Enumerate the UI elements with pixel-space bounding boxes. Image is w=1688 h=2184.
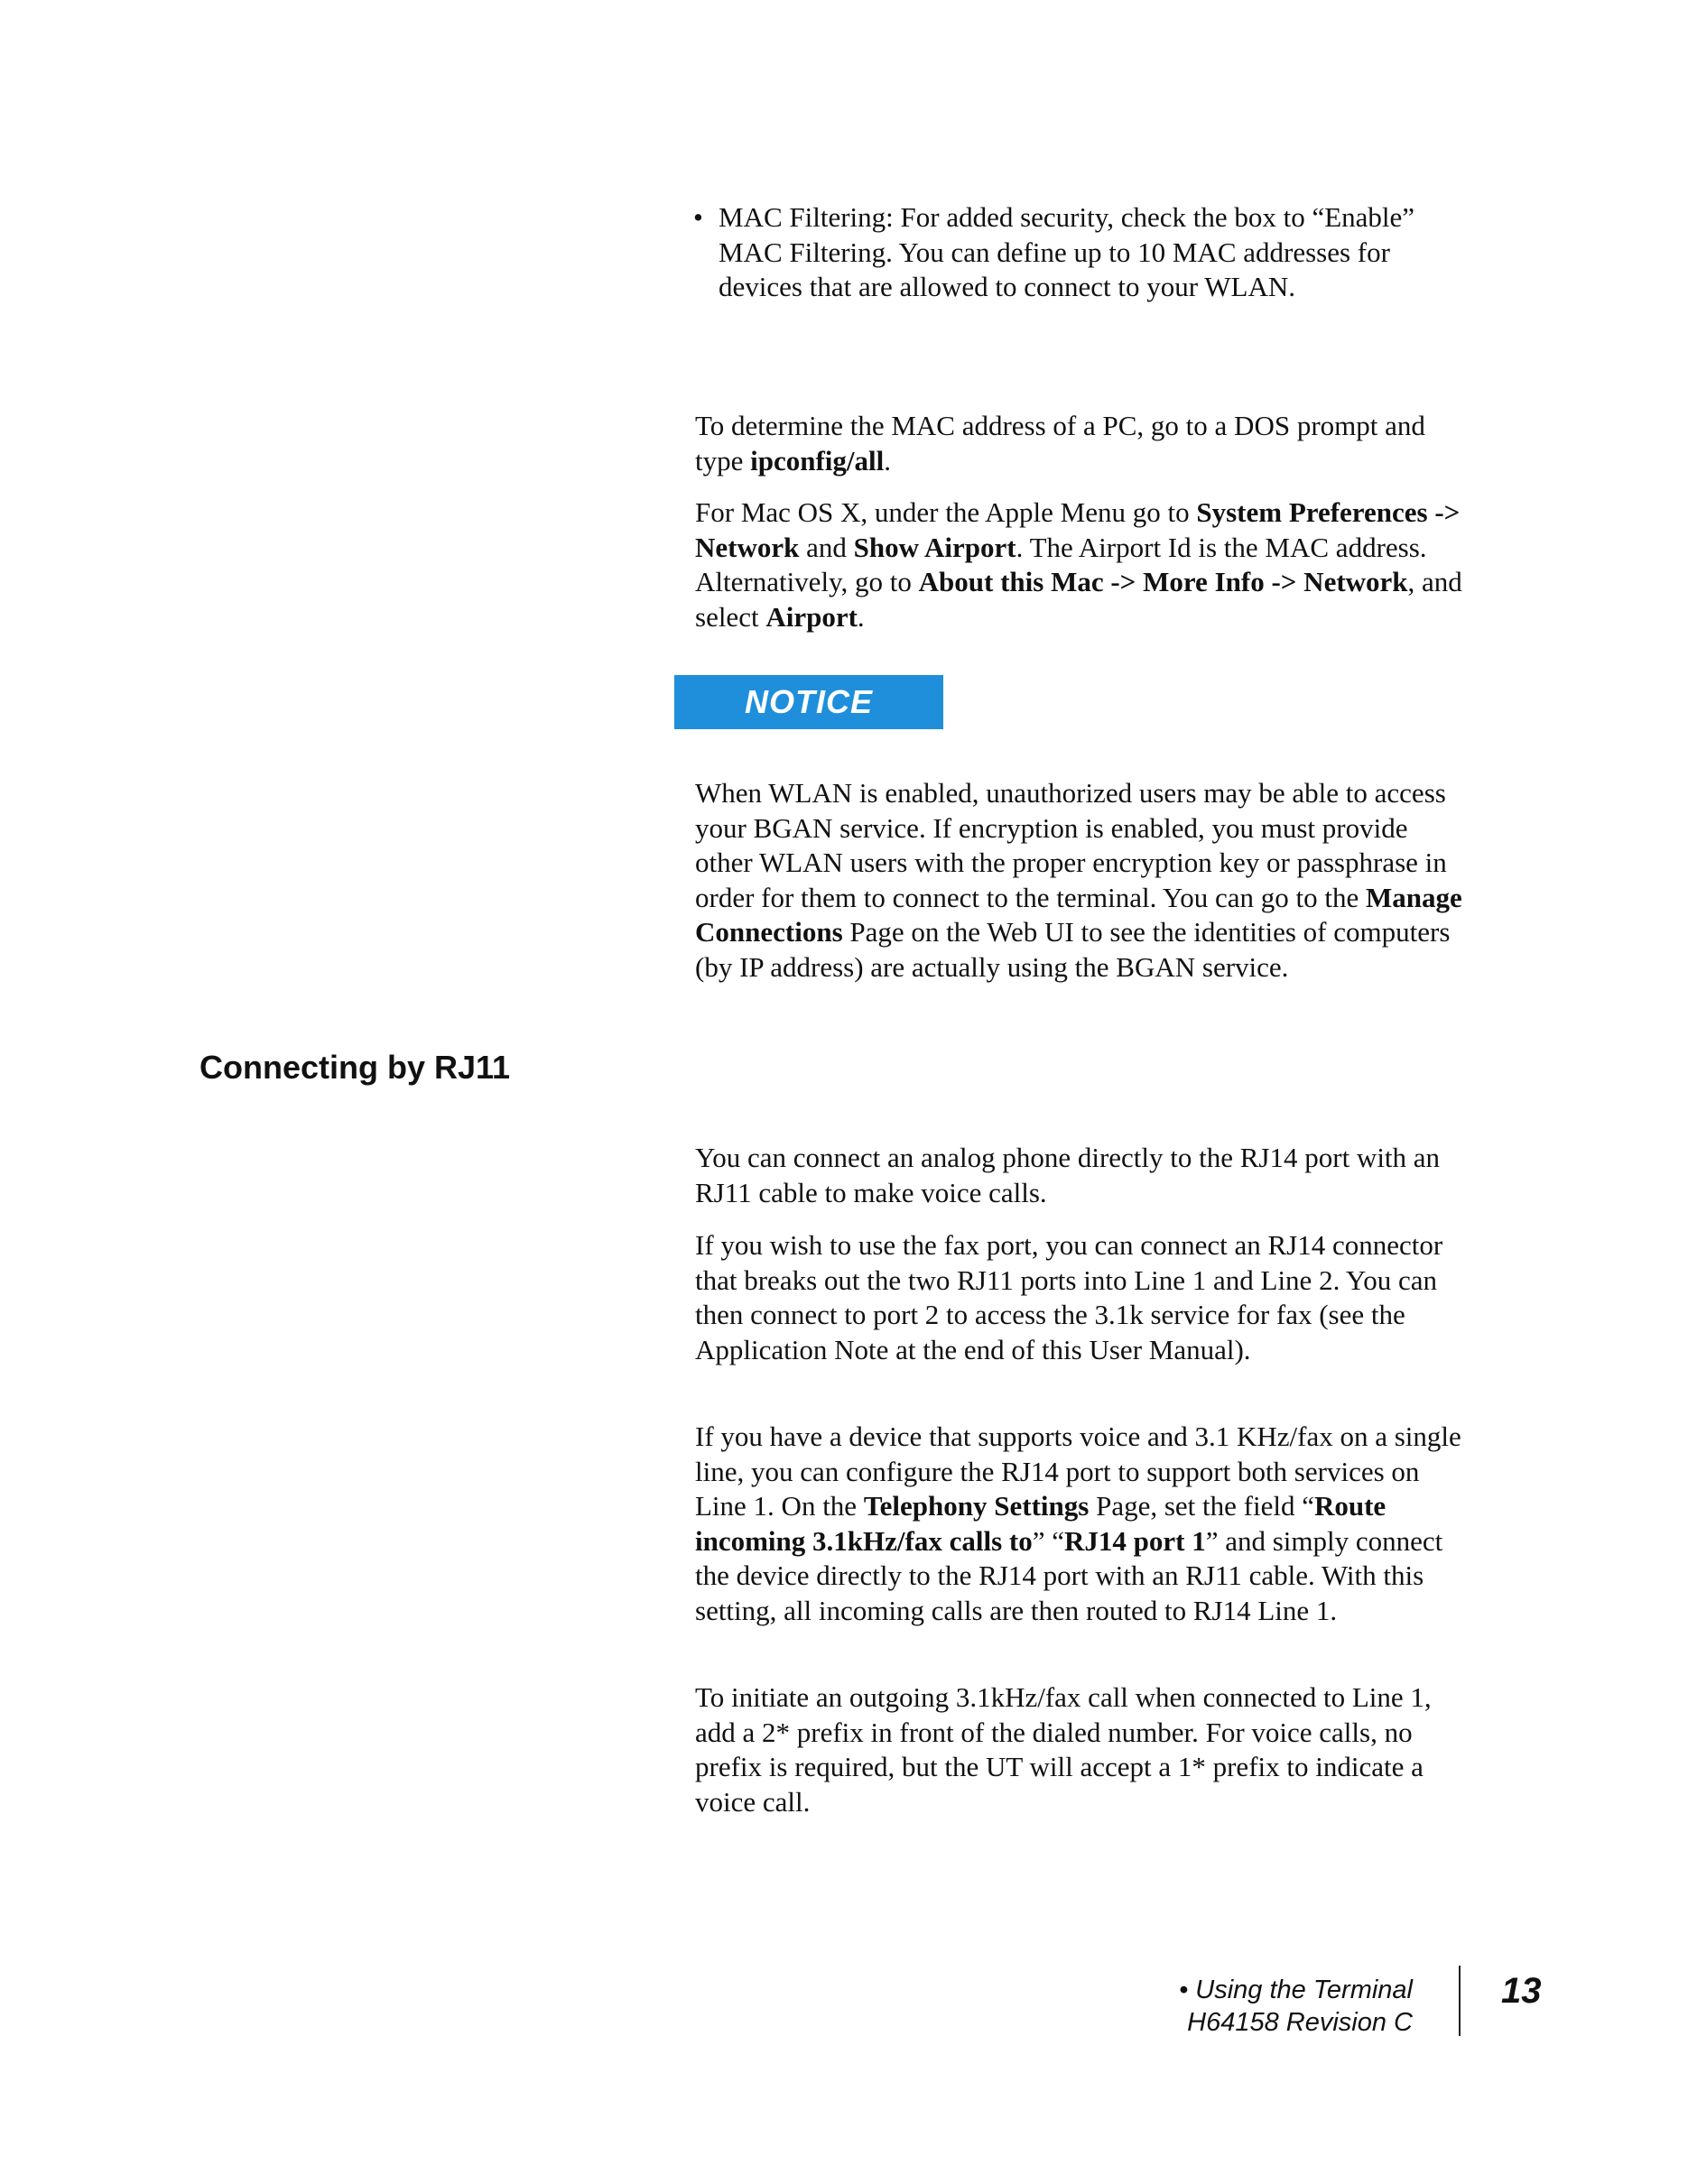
bullet-text <box>719 200 1470 305</box>
page-number: 13 <box>1501 1971 1542 2011</box>
notice-badge: NOTICE <box>674 675 943 729</box>
bullet-icon: • <box>693 201 703 233</box>
paragraph-mac-pc: To determine the MAC address of a PC, go to a DOS prompt and type ipconfig/all. <box>695 410 1425 477</box>
mac-filtering-bullet <box>693 200 1470 305</box>
paragraph-rj11-fax: If you wish to use the fax port, you can connect an RJ14 connector that breaks out the two RJ11 ports into Line 1 and Line 2. You can then connect to port 2 to access the 3.1k service for fax (see the Application Note at the end of this User Manual). <box>695 1229 1443 1365</box>
bullet-body: For added security, check the box to “Enable” MAC Filtering. You can define up to 10 MAC addresses for devices that are allowed to connect to your WLAN. <box>719 201 1415 303</box>
paragraph-rj11-config: If you have a device that supports voice and 3.1 KHz/fax on a single line, you can configure the RJ14 port to support both services on Line 1. On the Telephony Settings Page, set the field “Route incoming 3.1kHz/fax calls to” “RJ14 port 1” and simply connect the device directly to the RJ14 port with an RJ11 cable. With this setting, all incoming calls are then routed to RJ14 Line 1. <box>695 1421 1461 1626</box>
paragraph-rj11-prefix: To initiate an outgoing 3.1kHz/fax call when connected to Line 1, add a 2* prefix in front of the dialed number. For voice calls, no prefix is required, but the UT will accept a 1* prefix to indicate a voice call. <box>695 1681 1432 1818</box>
footer-doc-id: H64158 Revision C <box>1187 2008 1413 2037</box>
paragraph-macos: For Mac OS X, under the Apple Menu go to System Preferences -> Network and Show Airport. The Airport Id is the MAC address. Alternatively, go to About this Mac -> More Info -> Network, and select Airport. <box>695 496 1462 633</box>
section-heading: Connecting by RJ11 <box>199 1049 511 1086</box>
page-footer <box>1179 1974 1413 2039</box>
notice-paragraph: When WLAN is enabled, unauthorized users may be able to access your BGAN service. If encryption is enabled, you must provide other WLAN users with the proper encryption key or passphrase in order for them to connect to the terminal. You can go to the Manage Connections Page on the Web UI to see the identities of computers (by IP address) are actually using the BGAN service. <box>695 777 1462 983</box>
command-ipconfig: ipconfig/all <box>750 444 885 477</box>
footer-chapter: • Using the Terminal <box>1179 1976 1413 2004</box>
paragraph-rj11-voice: You can connect an analog phone directly to the RJ14 port with an RJ11 cable to make voice calls. <box>695 1142 1441 1208</box>
footer-divider <box>1459 1966 1461 2036</box>
bullet-lead: MAC Filtering: <box>719 201 894 233</box>
